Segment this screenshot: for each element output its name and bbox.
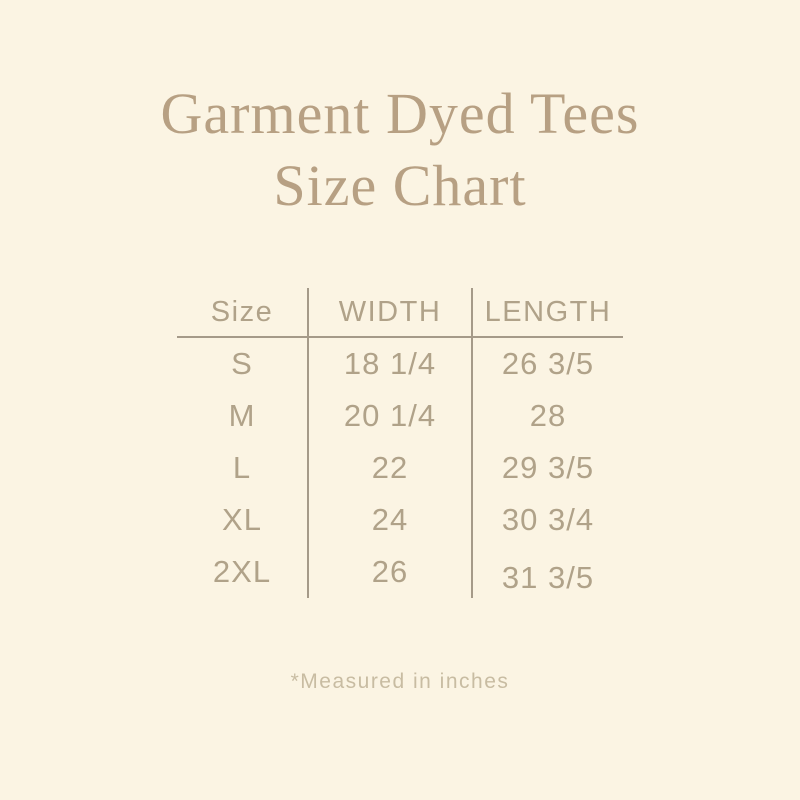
length-cell: 31 3/5 (501, 560, 595, 595)
col-header-length: LENGTH (472, 288, 623, 337)
title-line-2: Size Chart (273, 153, 527, 218)
size-cell: L (232, 450, 252, 485)
table-row (177, 442, 623, 494)
size-table-body (177, 337, 623, 598)
length-cell: 29 3/5 (501, 450, 595, 485)
length-cell: 28 (529, 398, 567, 433)
width-cell: 18 1/4 (308, 337, 472, 390)
page-title (0, 78, 800, 222)
size-cell: 2XL (212, 554, 272, 589)
table-row (177, 494, 623, 546)
width-cell: 26 (308, 546, 472, 598)
table-row (177, 546, 623, 598)
header-row (177, 288, 623, 337)
size-table-header (177, 288, 623, 337)
width-cell: 24 (308, 494, 472, 546)
length-cell: 26 3/5 (501, 346, 595, 381)
size-cell: S (231, 346, 253, 381)
table-row (177, 390, 623, 442)
col-header-size: Size (177, 288, 308, 337)
title-line-1: Garment Dyed Tees (160, 81, 640, 146)
width-cell: 20 1/4 (308, 390, 472, 442)
length-cell: 30 3/4 (501, 502, 595, 537)
table-row (177, 337, 623, 390)
footnote: *Measured in inches (290, 670, 510, 693)
width-cell: 22 (308, 442, 472, 494)
size-cell: M (228, 398, 256, 433)
col-header-width: WIDTH (308, 288, 472, 337)
size-table (177, 288, 623, 598)
size-cell: XL (222, 502, 262, 537)
